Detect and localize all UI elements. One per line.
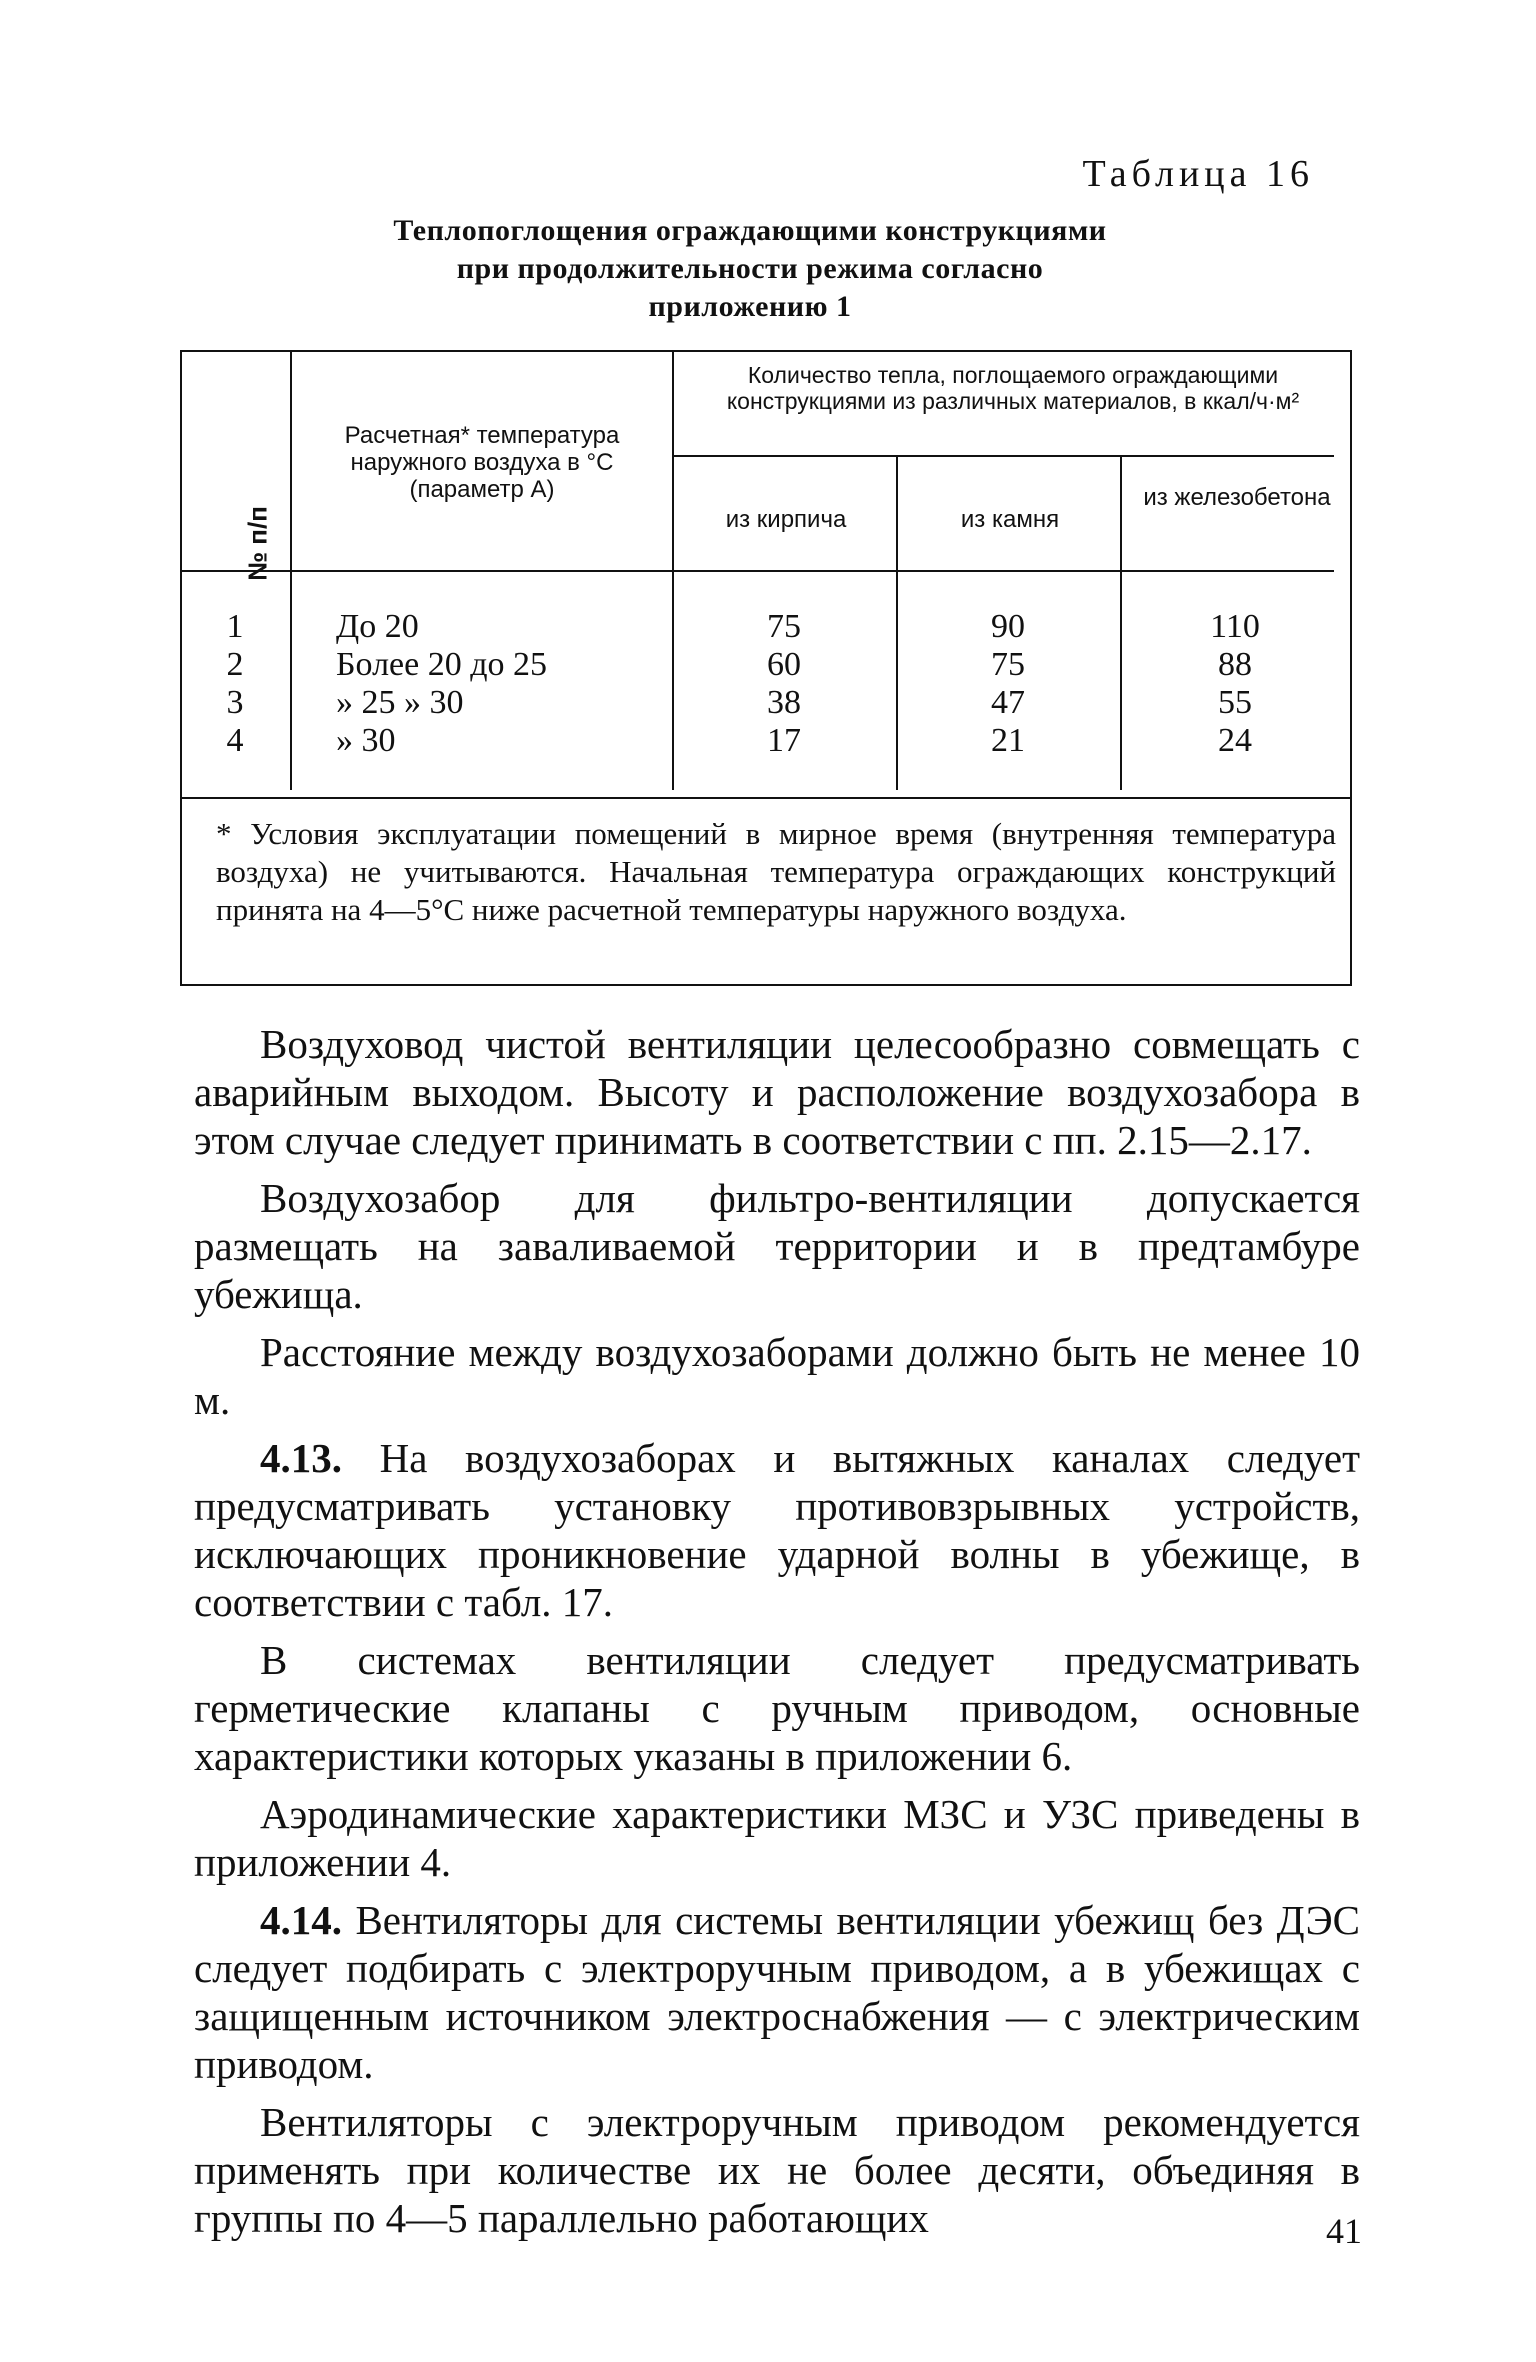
col-divider bbox=[290, 350, 292, 790]
table-footnote-rule bbox=[180, 797, 1352, 799]
row-temp: » 30 bbox=[336, 722, 396, 759]
row-temp: » 25 » 30 bbox=[336, 684, 464, 721]
table-header-rule bbox=[180, 570, 1334, 572]
table-top-rule bbox=[180, 350, 1352, 352]
paragraph: В системах вентиляции следует предусматривать герметические клапаны с ручным приводом, основные характеристики которых указаны в приложении 6. bbox=[194, 1637, 1360, 1779]
paragraph: 4.14. Вентиляторы для системы вентиляции убежищ без ДЭС следует подбирать с электроручным приводом, а в убежищах с защищенным источником электроснабжения — с электрическим приводом. bbox=[194, 1897, 1360, 2087]
group-header: Количество тепла, поглощаемого ограждающими конструкциями из различных материалов, в ккал/ч·м² bbox=[726, 362, 1300, 414]
page-number: 41 bbox=[1326, 2211, 1362, 2251]
table-title-line: при продолжительности режима согласно bbox=[456, 252, 1044, 285]
row-concrete: 55 bbox=[1218, 684, 1252, 721]
row-brick: 75 bbox=[767, 608, 801, 645]
paragraph: Расстояние между воздухозаборами должно быть не менее 10 м. bbox=[194, 1329, 1360, 1423]
row-temp: Более 20 до 25 bbox=[336, 646, 548, 683]
section-number: 4.13. bbox=[260, 1435, 342, 1481]
paragraph: Вентиляторы с электроручным приводом рекомендуется применять при количестве их не более десяти, объединяя в группы по 4—5 параллельно работающих bbox=[194, 2099, 1360, 2241]
table-bottom-rule bbox=[180, 984, 1352, 986]
row-concrete: 24 bbox=[1218, 722, 1252, 759]
paragraph: 4.13. На воздухозаборах и вытяжных каналах следует предусматривать установку противовзрывных устройств, исключающих проникновение ударной волны в убежище, в соответствии с табл. 17. bbox=[194, 1435, 1360, 1625]
row-stone: 21 bbox=[991, 722, 1025, 759]
row-stone: 47 bbox=[991, 684, 1025, 721]
col-num-header: № п/п bbox=[242, 506, 273, 581]
row-temp: До 20 bbox=[336, 608, 419, 645]
paragraph: Воздуховод чистой вентиляции целесообразно совмещать с аварийным выходом. Высоту и расположение воздухозабора в этом случае следует принимать в соответствии с пп. 2.15—2.17. bbox=[194, 1021, 1360, 1163]
table-title bbox=[300, 212, 1200, 326]
row-concrete: 88 bbox=[1218, 646, 1252, 683]
row-brick: 38 bbox=[767, 684, 801, 721]
sub-header-concrete: из железобетона bbox=[1143, 484, 1331, 511]
row-concrete: 110 bbox=[1210, 608, 1260, 645]
row-num: 2 bbox=[226, 646, 244, 683]
section-number: 4.14. bbox=[260, 1897, 342, 1943]
row-num: 3 bbox=[226, 684, 244, 721]
sub-header-brick: из кирпича bbox=[725, 506, 847, 533]
col-temp-header: Расчетная* температура наружного воздуха в °С (параметр А) bbox=[344, 422, 620, 503]
table-footnote: * Условия эксплуатации помещений в мирное время (внутренняя температура воздуха) не учитываются. Начальная температура ограждающих конструкций принята на 4—5°С ниже расчетной температуры наружного воздуха. bbox=[216, 816, 1336, 927]
sub-header-stone: из камня bbox=[960, 506, 1060, 533]
table-title-line: Теплопоглощения ограждающими конструкциями bbox=[393, 214, 1107, 247]
row-num: 1 bbox=[226, 608, 244, 645]
row-brick: 17 bbox=[767, 722, 801, 759]
table-left-border bbox=[180, 350, 182, 986]
table-group-rule bbox=[672, 455, 1334, 457]
body-text bbox=[194, 1020, 1360, 2252]
paragraph: Воздухозабор для фильтро-вентиляции допускается размещать на заваливаемой территории и в предтамбуре убежища. bbox=[194, 1175, 1360, 1317]
row-stone: 75 bbox=[991, 646, 1025, 683]
table-number: Таблица 16 bbox=[1082, 153, 1314, 195]
table-right-border bbox=[1350, 350, 1352, 986]
row-num: 4 bbox=[226, 722, 244, 759]
row-brick: 60 bbox=[767, 646, 801, 683]
paragraph: Аэродинамические характеристики МЗС и УЗС приведены в приложении 4. bbox=[194, 1791, 1360, 1885]
row-stone: 90 bbox=[991, 608, 1025, 645]
table-title-line: приложению 1 bbox=[648, 290, 852, 323]
